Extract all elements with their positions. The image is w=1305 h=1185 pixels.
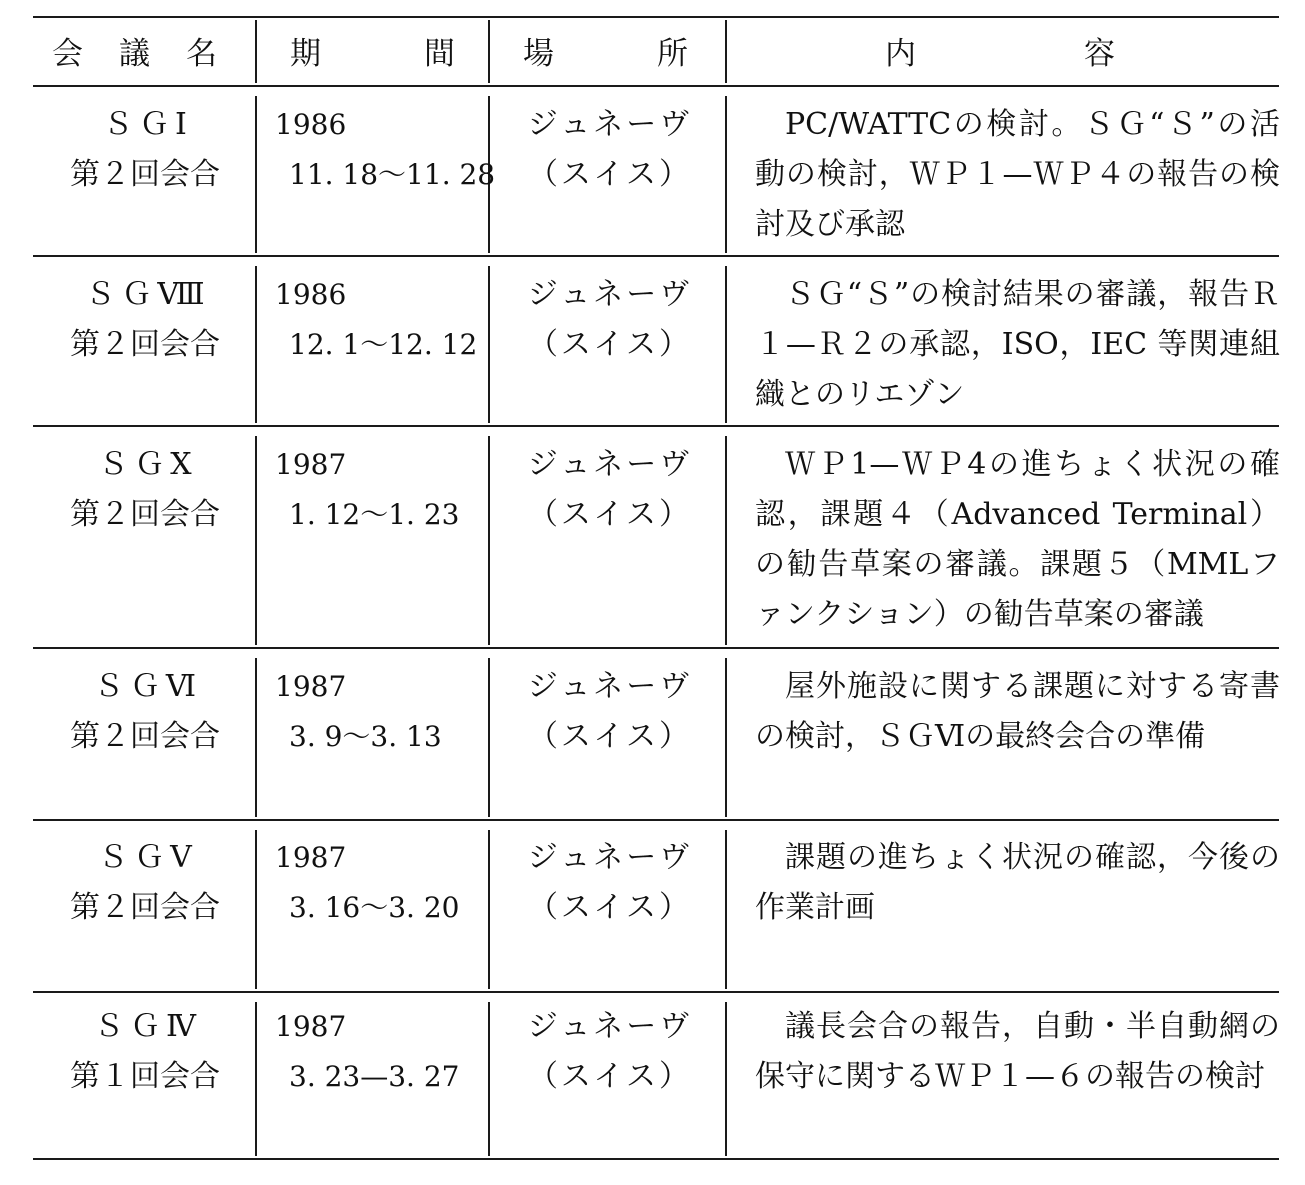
meeting-period: 1986 12. 1〜12. 12 <box>275 278 478 361</box>
row-divider <box>33 425 1279 427</box>
meeting-place: ジュネーヴ （スイス） <box>527 1009 693 1094</box>
row-divider <box>33 991 1279 993</box>
meeting-period: 1987 3. 9〜3. 13 <box>275 670 442 753</box>
meeting-name: ＳＧⅧ 第２回会合 <box>70 277 220 362</box>
meeting-period: 1986 11. 18〜11. 28 <box>275 108 496 191</box>
meeting-name: ＳＧⅥ 第２回会合 <box>70 669 220 754</box>
meeting-content: ＷＰ1—ＷＰ4の進ちょく状況の確認，課題４（Advanced Terminal）の勧告草案の審議。課題５（MMLファンクション）の勧告草案の審議 <box>755 447 1280 632</box>
meeting-period: 1987 3. 16〜3. 20 <box>275 841 460 924</box>
meeting-content: 議長会合の報告，自動・半自動網の保守に関するＷＰ１—６の報告の検討 <box>755 1009 1280 1094</box>
meeting-content: 課題の進ちょく状況の確認，今後の作業計画 <box>755 840 1280 925</box>
meeting-place: ジュネーヴ （スイス） <box>527 447 693 532</box>
meeting-content: PC/WATTCの検討。ＳＧ“Ｓ”の活動の検討，ＷＰ１—ＷＰ４の報告の検討及び承認 <box>755 107 1280 242</box>
meeting-place: ジュネーヴ （スイス） <box>527 669 693 754</box>
row-divider <box>33 647 1279 649</box>
header-content: 内 容 <box>885 36 1115 72</box>
meeting-content: 屋外施設に関する課題に対する寄書の検討，ＳＧⅥの最終会合の準備 <box>755 669 1280 754</box>
table-bottom-rule <box>33 1158 1279 1160</box>
row-divider <box>33 819 1279 821</box>
meeting-name: ＳＧⅠ 第２回会合 <box>70 107 220 192</box>
meeting-name: ＳＧⅤ 第２回会合 <box>70 840 220 925</box>
table-top-rule <box>33 16 1279 18</box>
header-place: 場 所 <box>523 36 688 72</box>
header-period: 期 間 <box>290 36 455 72</box>
meeting-period: 1987 1. 12〜1. 23 <box>275 448 460 531</box>
meeting-place: ジュネーヴ （スイス） <box>527 107 693 192</box>
meeting-content: ＳＧ“Ｓ”の検討結果の審議，報告Ｒ１—Ｒ２の承認，ISO，IEC 等関連組織とのリエゾン <box>755 277 1280 412</box>
meeting-name: ＳＧⅩ 第２回会合 <box>70 447 220 532</box>
meeting-period: 1987 3. 23—3. 27 <box>275 1010 460 1093</box>
meeting-name: ＳＧⅣ 第１回会合 <box>70 1009 220 1094</box>
header-bottom-rule <box>33 85 1279 87</box>
meeting-place: ジュネーヴ （スイス） <box>527 840 693 925</box>
meeting-place: ジュネーヴ （スイス） <box>527 277 693 362</box>
header-meeting-name: 会 議 名 <box>52 36 217 72</box>
row-divider <box>33 255 1279 257</box>
